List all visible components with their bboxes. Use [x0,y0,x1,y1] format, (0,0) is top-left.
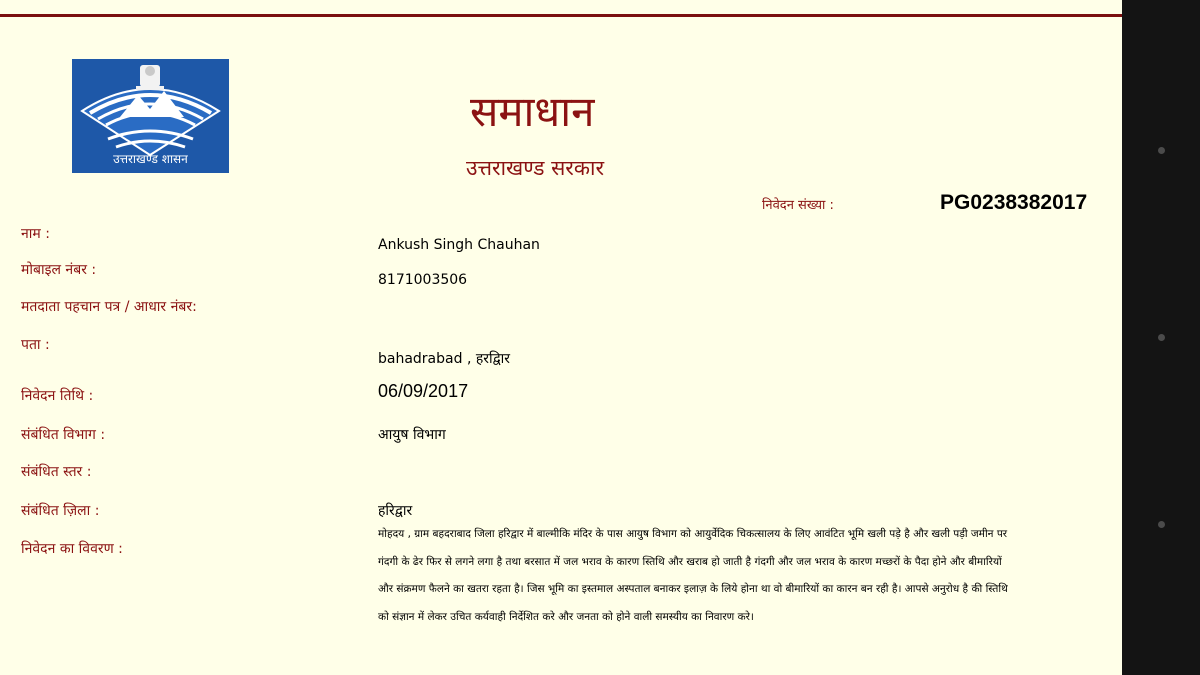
address-value: bahadrabad , हरद्विार [378,351,511,367]
header-rule [0,14,1122,17]
district-value: हरिद्वार [378,503,413,519]
page-subtitle: उत्तराखण्ड सरकार [466,156,605,180]
name-value: Ankush Singh Chauhan [378,237,540,253]
nav-dot-icon [1158,521,1165,528]
description-text: मोहदय , ग्राम बहदराबाद जिला हरिद्वार में बाल्मीकि मंदिर के पास आयुष विभाग को आयुर्वेदिक चिकत्सालय के लिए आवंटित भूमि खली पड़े है और खली पड़ी जमीन पर गंदगी के ढेर फिर से लगने लगा है तथा बरसात में जल भराव के कारण स्तिथि और खराब हो जाती है गंदगी और जल भराव के कारण मच्छरों के पैदा होने और बीमारियों और संक्रमण फैलने का खतरा रहता है। जिस भूमि का इस्तमाल अस्पताल बनाकर इलाज़ के लिये होना था वो बीमारियों का कारन बन रही है। आपसे अनुरोध है की स्तिथि को संज्ञान में लेकर उचित कर्यवाही निर्देशित करे और जनता को होने वाली समस्यीय का निवारण करे। [378,528,1008,623]
reference-number-label: निवेदन संख्या : [762,198,834,213]
application-date-value: 06/09/2017 [378,381,469,401]
page-title: समाधान [470,87,595,136]
department-value: आयुष विभाग [378,427,446,443]
mobile-label: मोबाइल नंबर : [21,262,97,278]
logo-caption: उत्तराखण्ड शासन [113,152,188,166]
voter-id-label: मतदाता पहचान पत्र / आधार नंबर: [21,299,197,315]
department-label: संबंधित विभाग : [21,427,106,443]
application-date-label: निवेदन तिथि : [21,388,94,404]
name-label: नाम : [21,226,50,242]
mobile-value: 8171003506 [378,272,468,288]
level-label: संबंधित स्तर : [21,464,92,480]
nav-dot-icon [1158,147,1165,154]
description-label: निवेदन का विवरण : [21,541,123,557]
district-label: संबंधित ज़िला : [21,503,100,519]
address-label: पता : [21,337,50,353]
nav-dot-icon [1158,334,1165,341]
reference-number-value: PG0238382017 [940,191,1088,214]
device-navigation-bar [1122,0,1200,675]
uttarakhand-emblem-logo [72,59,229,173]
